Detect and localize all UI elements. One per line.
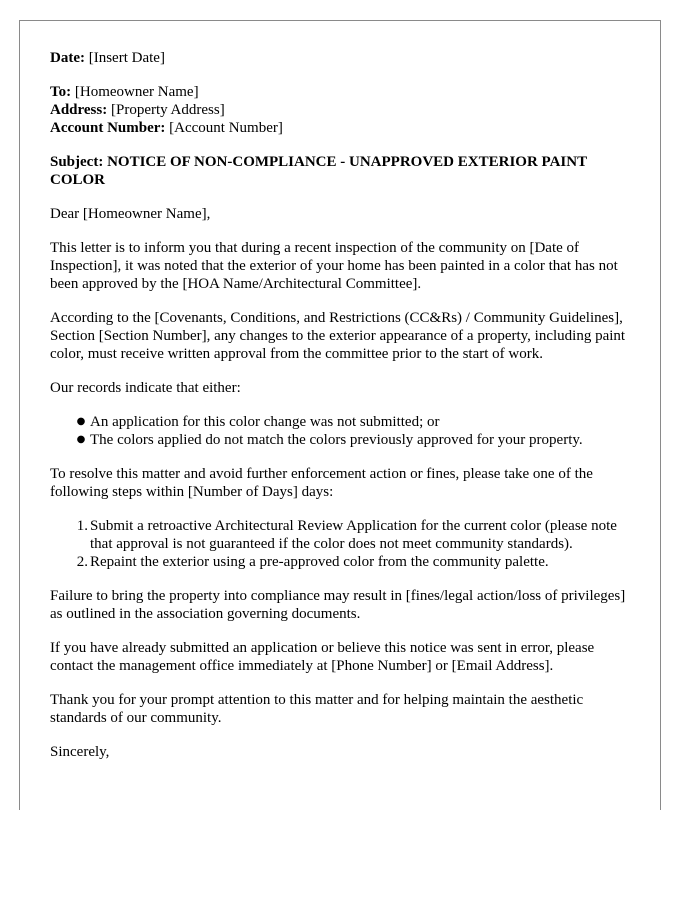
list-item bbox=[76, 553, 640, 571]
list-item-text: Submit a retroactive Architectural Review Application for the current color (please note that approval is not guaranteed if the color does not meet community standards). bbox=[90, 518, 617, 552]
list-item bbox=[76, 413, 640, 431]
list-number: 2. bbox=[76, 554, 88, 570]
to-label: To: bbox=[50, 84, 72, 100]
date-line bbox=[50, 49, 640, 67]
paragraph-failure: Failure to bring the property into compliance may result in [fines/legal action/loss of privileges] as outlined in the association governing documents. bbox=[50, 588, 626, 622]
paragraph-ccrs: According to the [Covenants, Conditions, and Restrictions (CC&Rs) / Community Guidelines], Section [Section Number], any changes to the exterior appearance of a property, including paint color, must receive written approval from the committee prior to the start of work. bbox=[50, 310, 626, 362]
list-number: 1. bbox=[76, 518, 88, 534]
letter-content bbox=[50, 49, 640, 777]
paragraph-contact: If you have already submitted an application or believe this notice was sent in error, please contact the management office immediately at [Phone Number] or [Email Address]. bbox=[50, 640, 595, 674]
list-item bbox=[76, 431, 640, 449]
account-line bbox=[50, 119, 640, 137]
spacer bbox=[50, 137, 640, 153]
list-item-text: The colors applied do not match the colors previously approved for your property. bbox=[90, 432, 583, 448]
records-bullet-list bbox=[50, 413, 640, 449]
closing: Sincerely, bbox=[50, 744, 110, 760]
bullet-icon: ● bbox=[76, 434, 86, 445]
paragraph-resolve: To resolve this matter and avoid further enforcement action or fines, please take one of the following steps within [Number of Days] days: bbox=[50, 466, 593, 500]
date-label: Date: bbox=[50, 50, 85, 66]
address-line bbox=[50, 101, 640, 119]
bullet-icon: ● bbox=[76, 416, 86, 427]
date-value: [Insert Date] bbox=[88, 50, 165, 66]
address-value: [Property Address] bbox=[110, 102, 225, 118]
address-label: Address: bbox=[50, 102, 108, 118]
subject-label: Subject: bbox=[50, 154, 104, 170]
salutation: Dear [Homeowner Name], bbox=[50, 206, 211, 222]
list-item-text: Repaint the exterior using a pre-approved color from the community palette. bbox=[90, 554, 549, 570]
spacer bbox=[50, 67, 640, 83]
to-value: [Homeowner Name] bbox=[74, 84, 199, 100]
paragraph-records: Our records indicate that either: bbox=[50, 380, 241, 396]
steps-numbered-list bbox=[50, 517, 640, 571]
subject-line bbox=[50, 153, 640, 189]
paragraph-inspection: This letter is to inform you that during a recent inspection of the community on [Date of Inspection], it was noted that the exterior of your home has been painted in a color that has not been approved by the [HOA Name/Architectural Committee]. bbox=[50, 240, 618, 292]
letter-page bbox=[19, 20, 661, 810]
paragraph-thanks: Thank you for your prompt attention to this matter and for helping maintain the aesthetic standards of our community. bbox=[50, 692, 584, 726]
list-item-text: An application for this color change was not submitted; or bbox=[90, 414, 440, 430]
subject-text: NOTICE OF NON-COMPLIANCE - UNAPPROVED EXTERIOR PAINT COLOR bbox=[50, 154, 587, 188]
account-value: [Account Number] bbox=[169, 120, 283, 136]
list-item bbox=[76, 517, 640, 553]
to-line bbox=[50, 83, 640, 101]
account-label: Account Number: bbox=[50, 120, 166, 136]
